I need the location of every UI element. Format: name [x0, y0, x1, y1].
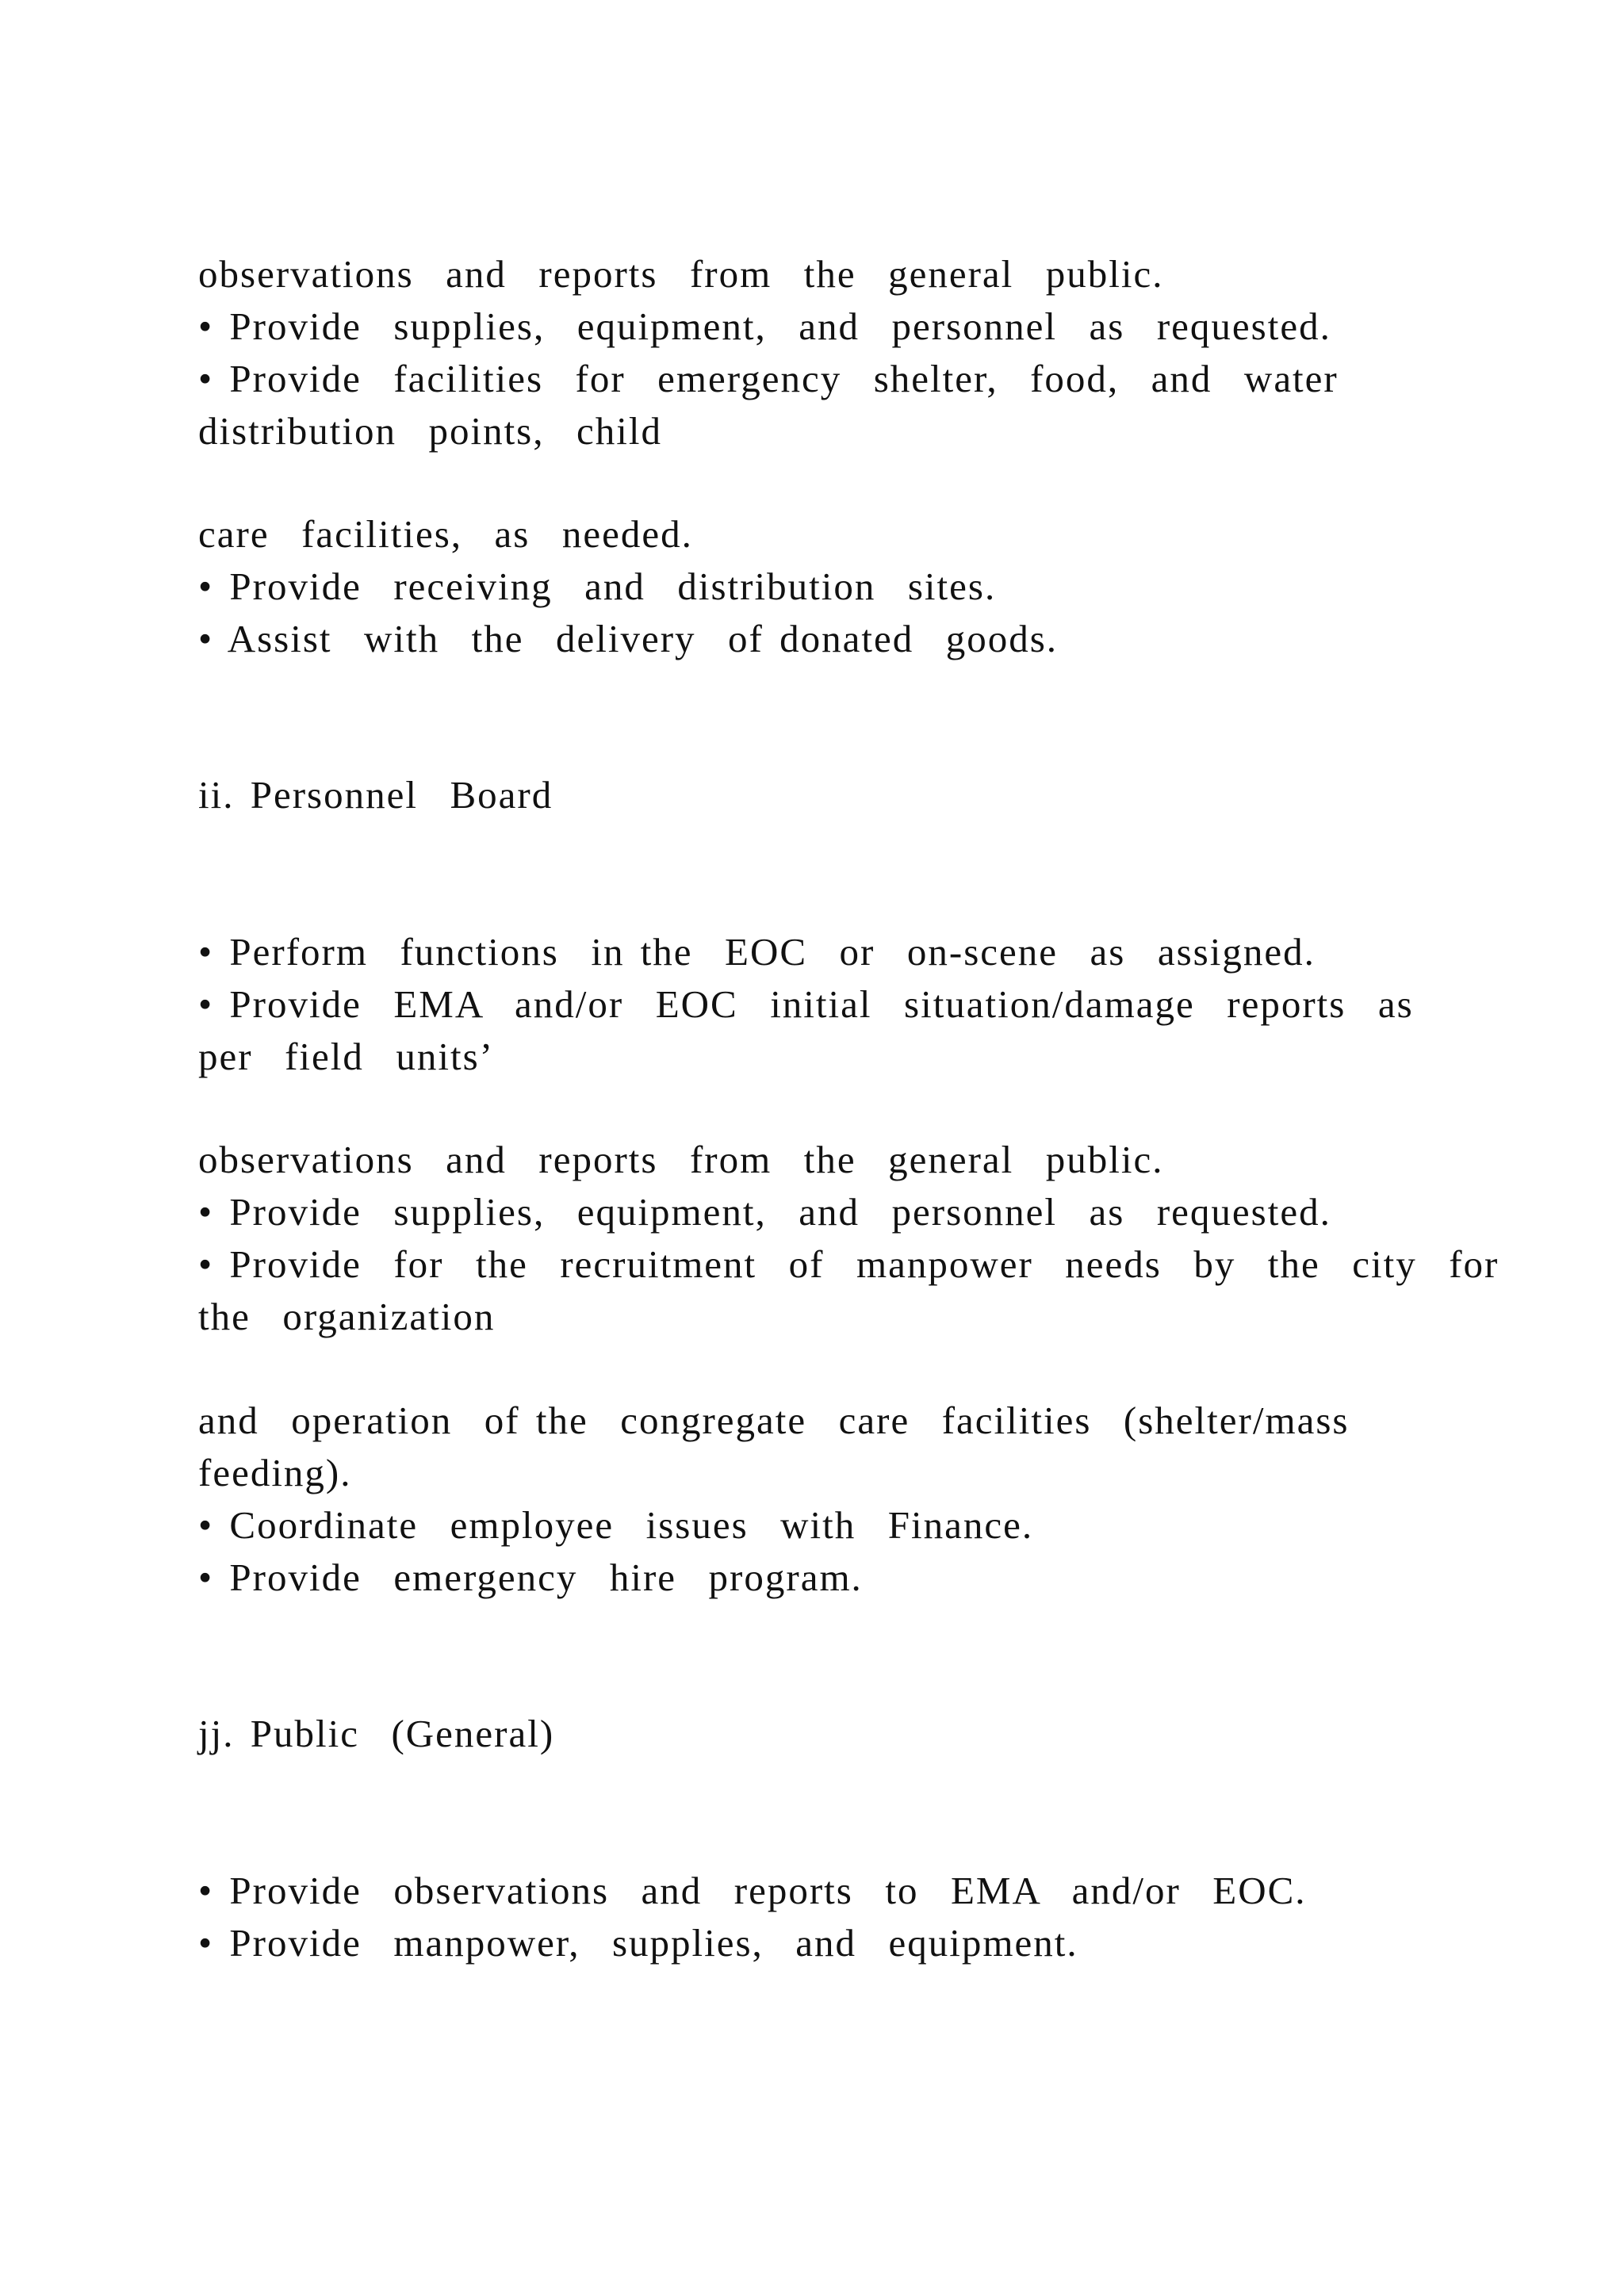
bullet-item: • Provide EMA and/or EOC initial situation/damage reports as — [198, 982, 1414, 1026]
section-heading: jj. Public (General) — [198, 1712, 555, 1755]
text-line: feeding). — [198, 1451, 352, 1494]
text-line: care facilities, as needed. — [198, 512, 693, 556]
bullet-item: • Provide facilities for emergency shelter, food, and water — [198, 357, 1339, 400]
text-line: the organization — [198, 1295, 496, 1338]
bullet-item: • Provide supplies, equipment, and personnel as requested. — [198, 1190, 1331, 1234]
bullet-item: • Provide emergency hire program. — [198, 1556, 863, 1599]
text-line: and operation of the congregate care facilities (shelter/mass — [198, 1399, 1350, 1442]
bullet-item: • Assist with the delivery of donated goods. — [198, 617, 1059, 660]
bullet-item: • Provide manpower, supplies, and equipment. — [198, 1921, 1078, 1965]
section-heading: ii. Personnel Board — [198, 773, 553, 817]
bullet-item: • Perform functions in the EOC or on-scene as assigned. — [198, 930, 1316, 974]
text-line: observations and reports from the general public. — [198, 1138, 1164, 1181]
bullet-item: • Provide supplies, equipment, and personnel as requested. — [198, 304, 1331, 348]
bullet-item: • Provide for the recruitment of manpower needs by the city for — [198, 1242, 1500, 1286]
text-line: per field units’ — [198, 1035, 494, 1078]
bullet-item: • Provide receiving and distribution sites. — [198, 564, 997, 608]
bullet-item: • Coordinate employee issues with Finance. — [198, 1503, 1034, 1547]
bullet-item: • Provide observations and reports to EMA and/or EOC. — [198, 1869, 1307, 1912]
text-line: distribution points, child — [198, 409, 662, 453]
text-line: observations and reports from the general public. — [198, 252, 1164, 296]
